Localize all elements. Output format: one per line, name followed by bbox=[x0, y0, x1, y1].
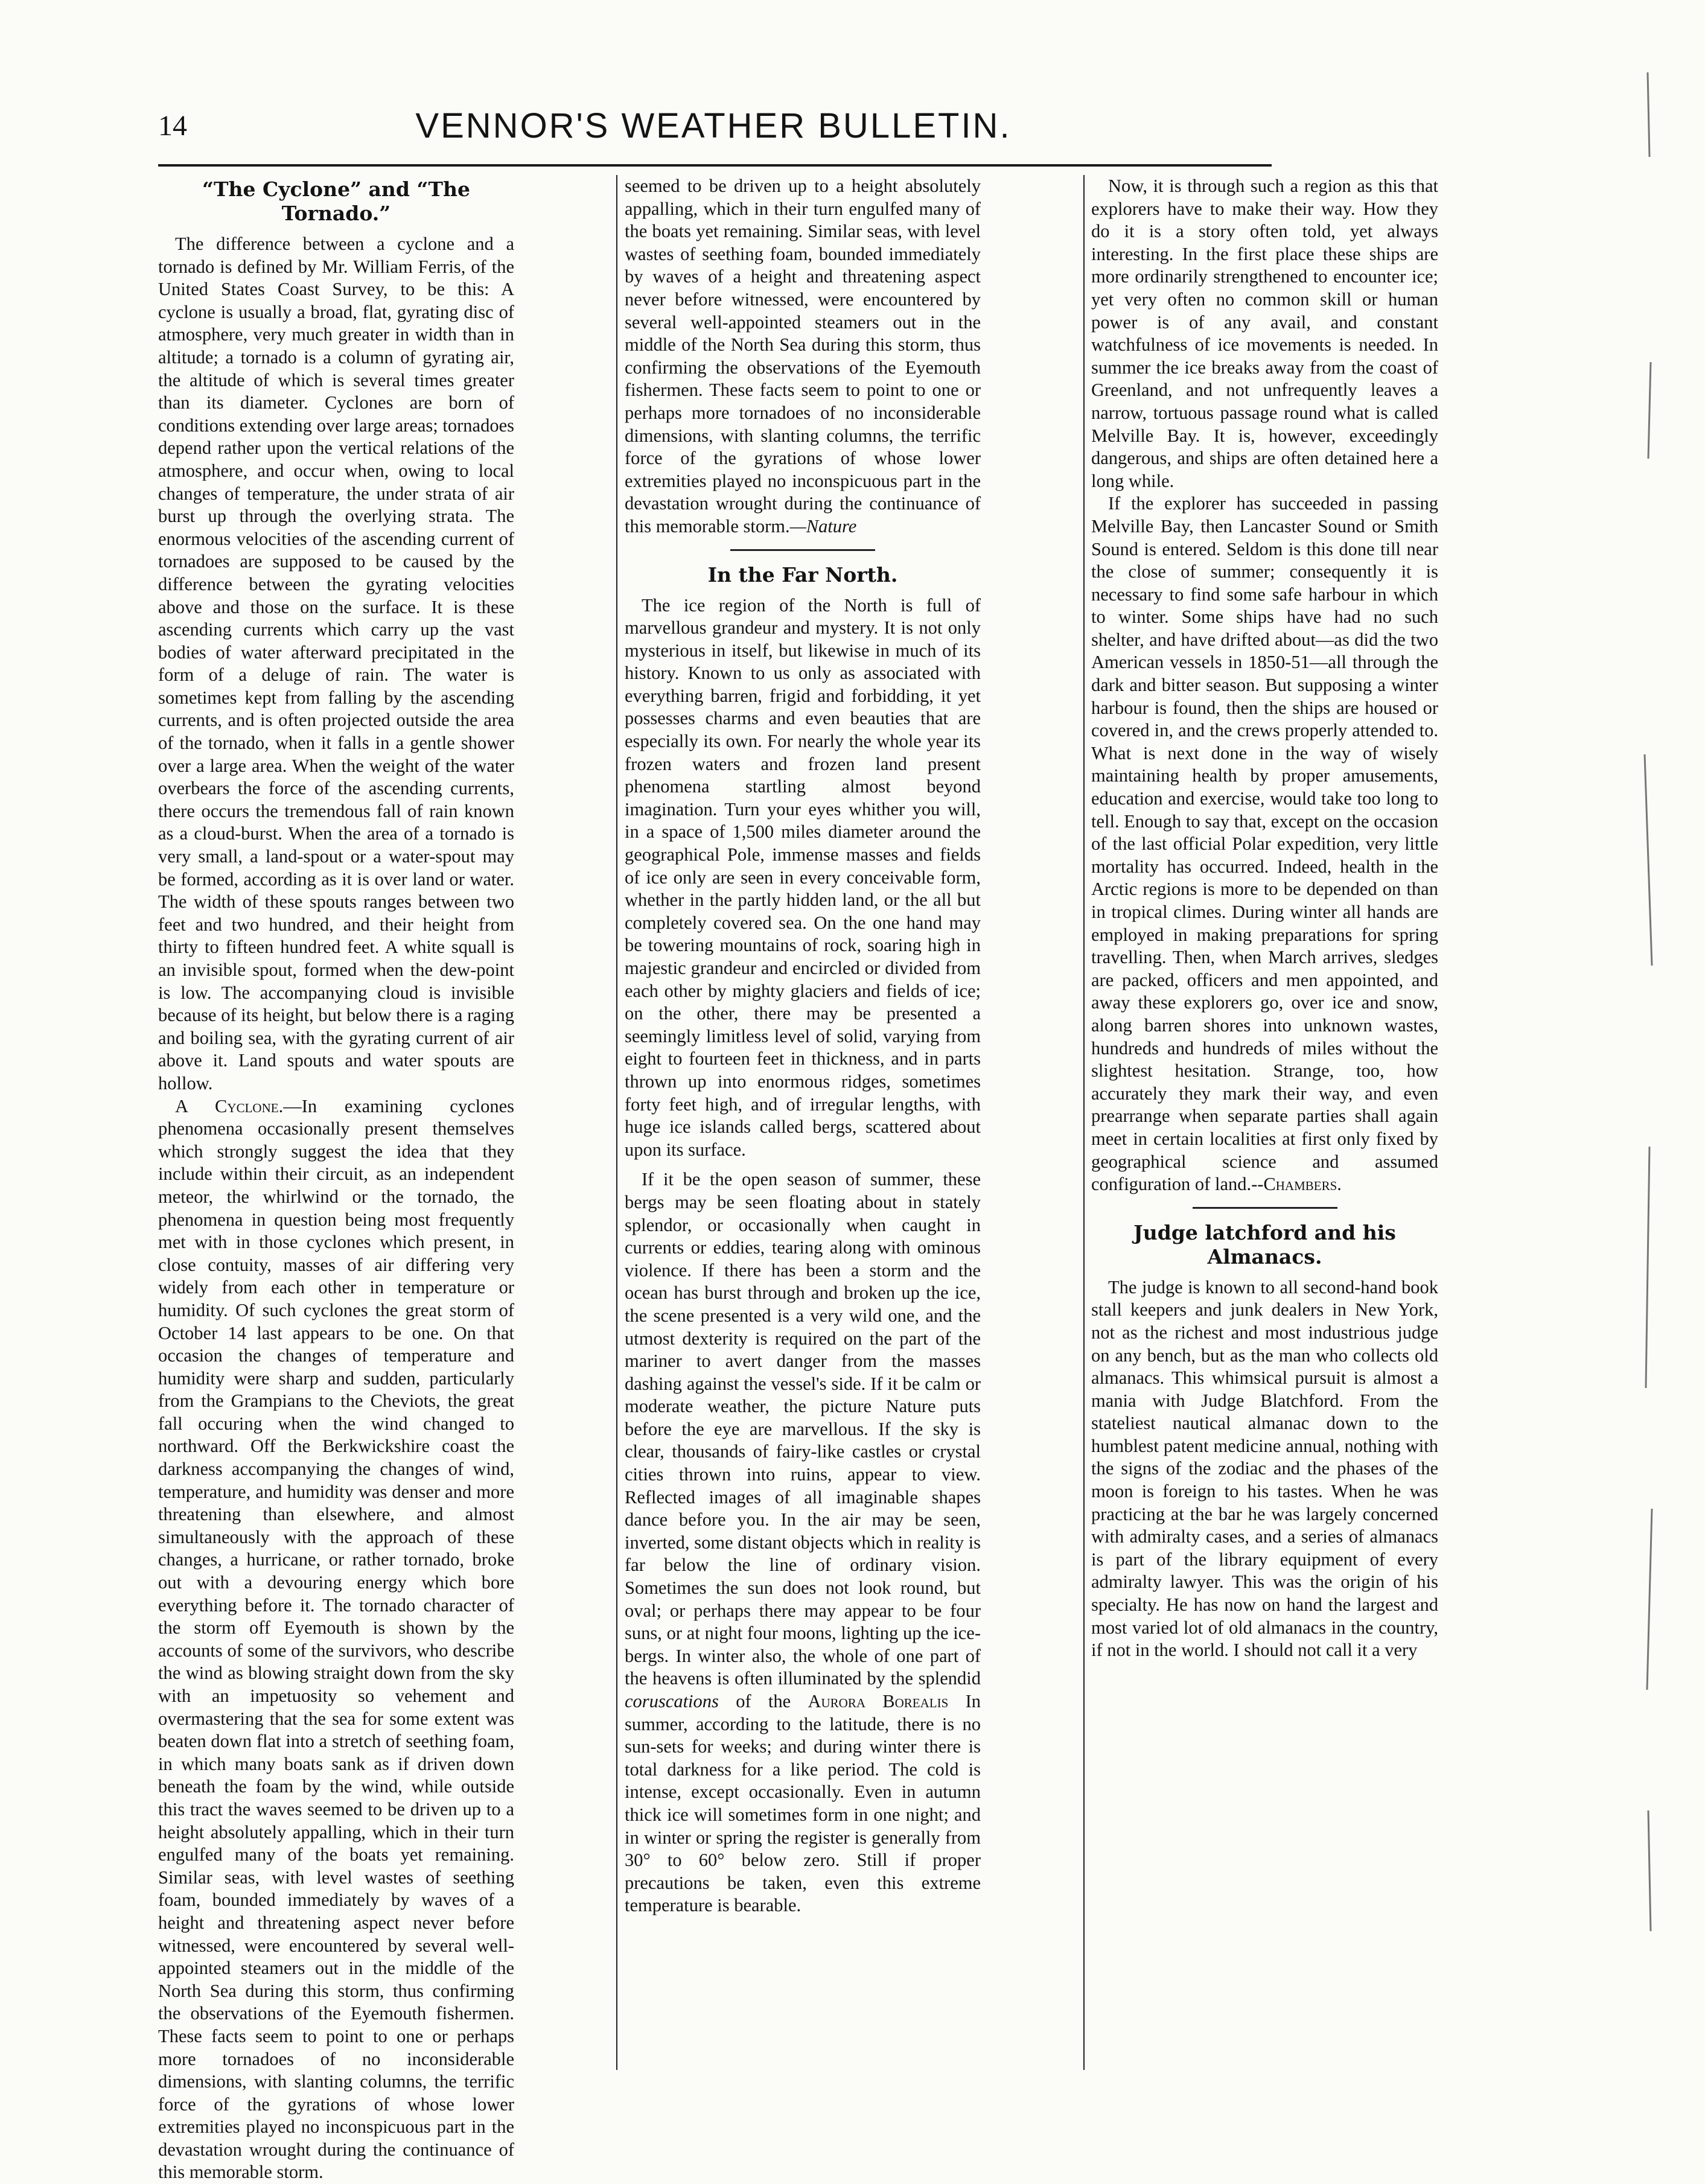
article-heading-far-north: In the Far North. bbox=[707, 562, 898, 587]
article-paragraph: The difference between a cyclone and a tornado is defined by Mr. William Ferris, of the United States Coast Survey, to be this: A cyclone is usually a broad, flat, gyrating disc of atmosphere, very much greater in width than in altitude; a tornado is a column of gyrating air, the altitude of which is several times greater than its diameter. Cyclones are born of conditions extending over large areas; tornadoes depend rather upon the vertical relations of the atmosphere, and occur when, owing to local changes of temperature, the under strata of air burst up through the overlying strata. The enormous velocities of the ascending current of tornadoes are supposed to be caused by the difference between the gyrating velocities above and those on the surface. It is these ascending currents which carry up the vast bodies of water afterward precipitated in the form of a deluge of rain. The water is sometimes kept from falling by the ascending currents, and is often projected outside the area of the tornado, when it falls in a gentle shower over a large area. When the weight of the water overbears the force of the ascending currents, there occurs the tremendous fall of rain known as a cloud-burst. When the area of a tornado is very small, a land-spout or a water-spout may be formed, according as it is over land or water. The width of these spouts ranges between two feet and two hundred, and their height from thirty to fifteen hundred feet. A white squall is an invisible spout, formed when the dew-point is low. The accompanying cloud is invisible because of its height, but below there is a raging and boiling sea, with the gyrating current of air above it. Land spouts and water spouts are hollow. bbox=[158, 234, 514, 1094]
source-credit: —Nature bbox=[789, 515, 857, 536]
article-paragraph bbox=[158, 1095, 514, 2184]
paragraph-text: If the explorer has succeeded in passing Melville Bay, then Lancaster Sound or Smith Sound is entered. Seldom is this done till near the close of summer; consequently it is necessary to find some safe harbour in which to winter. Some ships have had no such shelter, and have drifted about—as did the two American vessels in 1850-51—all through the dark and bitter season. But supposing a winter harbour is found, then the ships are housed or covered in, and the crews properly attended to. What is next done in the way of wisely maintaining health by proper amusements, education and exercise, would take too long to tell. Enough to say that, except on the occasion of the last official Polar expedition, very little mortality has occurred. Indeed, health in the Arctic regions is more to be depended on than in tropical climes. During winter all hands are employed in making preparations for spring travelling. Then, when March arrives, sledges are packed, officers and men appointed, and away these explorers go, over ice and snow, along barren shores into unknown wastes, hundreds and hundreds of miles without the slightest hesitation. Strange, too, how accurately they mark their way, and even prearrange when separate parties shall again meet in certain localities at first only fixed by geographical science and assumed configuration of land. bbox=[1091, 493, 1438, 1195]
article-heading-cyclone: “The Cyclone” and “The Tornado.” bbox=[202, 177, 471, 225]
paragraph-text: —In examining cyclones phenomena occasionally present themselves which strongly suggest the idea that they include within their circuit, as an independent meteor, the whirlwind or the tornado, the phenomena in question being most frequently met with in those cyclones which present, in close contuity, masses of air differing very widely from each other in temperature or humidity. Of such cyclones the great storm of October 14 last appears to be one. On that occasion the changes of temperature and humidity were sharp and sudden, particularly from the Grampians to the Cheviots, the great fall occuring when the wind changed to northward. Off the Berkwickshire coast the darkness accompanying the changes of wind, temperature, and humidity was denser and more threatening than elsewhere, and almost simultaneously with the approach of these changes, a hurricane, or rather tornado, broke out with a devouring energy which bore everything before it. The tornado character of the storm off Eyemouth is shown by the accounts of some of the survivors, who describe the wind as blowing straight down from the sky with an impetuosity so vehement and overmastering that the sea for some extent was beaten down flat into a stretch of seething foam, in which many boats sank as if driven down beneath the foam by the wind, while outside this tract the waves seemed to be driven up to a height absolutely appalling, which in their turn engulfed many of the boats yet remaining. Similar seas, with level wastes of seething foam, bounded immediately by waves of a height and threatening aspect never before witnessed, were encountered by several well-appointed steamers out in the middle of the North Sea during this storm, thus confirming the observations of the Eyemouth fishermen. These facts seem to point to one or perhaps more tornadoes of no inconsiderable dimensions, with slanting columns, the terrific force of the gyrations of whose lower extremities played no inconspicuous part in the devastation wrought during the continuance of this memorable storm. bbox=[158, 1095, 514, 2183]
column-2-content bbox=[625, 175, 981, 2064]
article-paragraph: The ice region of the North is full of marvellous grandeur and mystery. It is not only mysterious in itself, but likewise in much of its history. Known to us only as associated with everything barren, frigid and forbidding, it yet possesses charms and even beauties that are especially its own. For nearly the whole year its frozen waters and frozen land present phenomena startling almost beyond imagination. Turn your eyes whither you will, in a space of 1,500 miles diameter around the geographical Pole, immense masses and fields of ice only are seen in every conceivable form, whether in the partly hidden land, or the all but completely covered sea. On the one hand may be towering mountains of rock, soaring high in majestic grandeur and encircled or divided from each other by mighty glaciers and fields of ice; on the other, there may be presented a seemingly limitless level of solid, varying from eight to fourteen feet in thickness, and in parts thrown up into enormous ridges, sometimes forty feet high, and of irregular lengths, with huge ice islands called bergs, scattered about upon its surface. bbox=[625, 594, 981, 1160]
publication-title: VENNOR'S WEATHER BULLETIN. bbox=[415, 106, 1012, 145]
column-1 bbox=[158, 175, 514, 2183]
cyclone-continuation bbox=[625, 175, 981, 538]
article-paragraph: Now, it is through such a region as this that explorers have to make their way. How they do it is a story often told, yet always interesting. In the first place these ships are more ordinarily strengthened to encounter ice; yet very often no common skill or human power is of any avail, and constant watchfulness of ice movements is needed. In summer the ice breaks away from the coast of Greenland, and not unfrequently leaves a narrow, tortuous passage round what is called Melville Bay. It is, however, exceedingly dangerous, and ships are often detained here a long while. bbox=[1091, 176, 1438, 491]
small-caps-text: Aurora Borealis bbox=[808, 1691, 949, 1711]
article-paragraph bbox=[1091, 492, 1438, 1195]
paragraph-text: of the bbox=[736, 1691, 791, 1711]
run-in-lead: A Cyclone. bbox=[175, 1095, 284, 1116]
article-paragraph: The judge is known to all second-hand book stall keepers and junk dealers in New York, not as the richest and most industrious judge on any bench, but as the man who collects old almanacs. This whimsical pursuit is almost a mania with Judge Blatchford. From the stateliest nautical almanac down to the humblest patent medicine annual, nothing with the signs of the zodiac and the phases of the moon is foreign to his tastes. When he was practicing at the bar he was largely concerned with admiralty cases, and a series of almanacs is part of the library equipment of every admiralty lawyer. This was the origin of his specialty. He has now on hand the largest and most varied lot of old almanacs in the country, if not in the world. I should not call it a very bbox=[1091, 1276, 1438, 1661]
column-divider bbox=[616, 175, 617, 2070]
scan-edge-marks bbox=[1602, 0, 1705, 2140]
article-separator bbox=[730, 549, 875, 551]
italic-text: coruscations bbox=[625, 1691, 719, 1711]
paragraph-text: If it be the open season of summer, these bergs may be seen floating about in stately splendor, or occasionally when caught in currents or eddies, tearing along with ominous violence. If there has been a storm and the ocean has burst through and broken up the ice, the scene presented is a very wild one, and the utmost dexterity is required on the part of the mariner to avert danger from the masses dashing against the vessel's side. If it be calm or moderate weather, the picture Nature puts before the eye are marvellous. If the sky is clear, thousands of fairy-like castles or crystal cities thrown into ruins, appear to view. Reflected images of all imaginable shapes dance before you. In the air may be seen, inverted, some distant objects which in reality is far below the line of ordinary vision. Sometimes the sun does not look round, but oval; or perhaps there may appear to be four suns, or at night four moons, lighting up the ice-bergs. In winter also, the whole of one part of the heavens is often illuminated by the splendid bbox=[625, 1169, 981, 1689]
header-rule bbox=[158, 164, 1272, 167]
continued-text: seemed to be driven up to a height absolutely appalling, which in their turn engulfed many of the boats yet remaining. Similar seas, with level wastes of seething foam, bounded immediately by waves of a height and threatening aspect never before witnessed, were encountered by several well-appointed steamers out in the middle of the North Sea during this storm, thus confirming the observations of the Eyemouth fishermen. These facts seem to point to one or perhaps more tornadoes of no inconsiderable dimensions, with slanting columns, the terrific force of the gyrations of whose lower extremities played no inconspicuous part in the devastation wrought during the continuance of this memorable storm. bbox=[625, 176, 981, 536]
paragraph-text: In summer, according to the latitude, there is no sun-sets for weeks; and during winter there is total darkness for a like period. The cold is intense, except occasionally. Even in autumn thick ice will sometimes form in one night; and in winter or spring the register is generally from 30° to 60° below zero. Still if proper precautions be taken, even this extreme temperature is bearable. bbox=[625, 1691, 981, 1916]
article-separator bbox=[1193, 1207, 1337, 1209]
article-heading-judge: Judge latchford and his Almanacs. bbox=[1133, 1220, 1396, 1269]
article-paragraph bbox=[625, 1168, 981, 1917]
page-number: 14 bbox=[158, 110, 187, 142]
masthead bbox=[158, 106, 1269, 148]
column-divider bbox=[1083, 175, 1085, 2070]
source-credit: --Chambers. bbox=[1251, 1174, 1342, 1195]
column-3 bbox=[1091, 175, 1438, 2064]
